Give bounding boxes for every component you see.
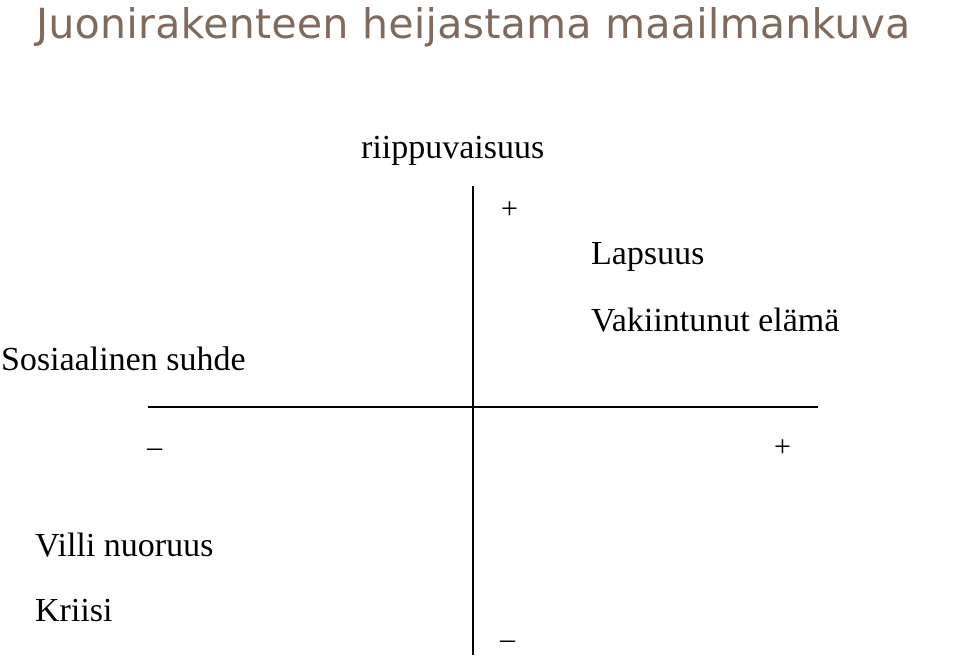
vertical-axis-line	[472, 186, 474, 655]
horizontal-axis-line	[148, 406, 818, 408]
horizontal-axis-label: Sosiaalinen suhde	[1, 341, 246, 378]
lower-left-item: Kriisi	[35, 592, 113, 629]
upper-right-item: Lapsuus	[591, 235, 705, 272]
slide-title: Juonirakenteen heijastama maailmankuva	[36, 0, 911, 48]
upper-right-item: Vakiintunut elämä	[591, 302, 840, 339]
horizontal-positive-sign: +	[774, 430, 791, 463]
horizontal-negative-sign: –	[147, 430, 162, 463]
vertical-negative-sign: –	[500, 622, 515, 655]
vertical-positive-sign: +	[501, 192, 518, 225]
lower-left-item: Villi nuoruus	[35, 527, 214, 564]
vertical-axis-label: riippuvaisuus	[361, 129, 545, 166]
